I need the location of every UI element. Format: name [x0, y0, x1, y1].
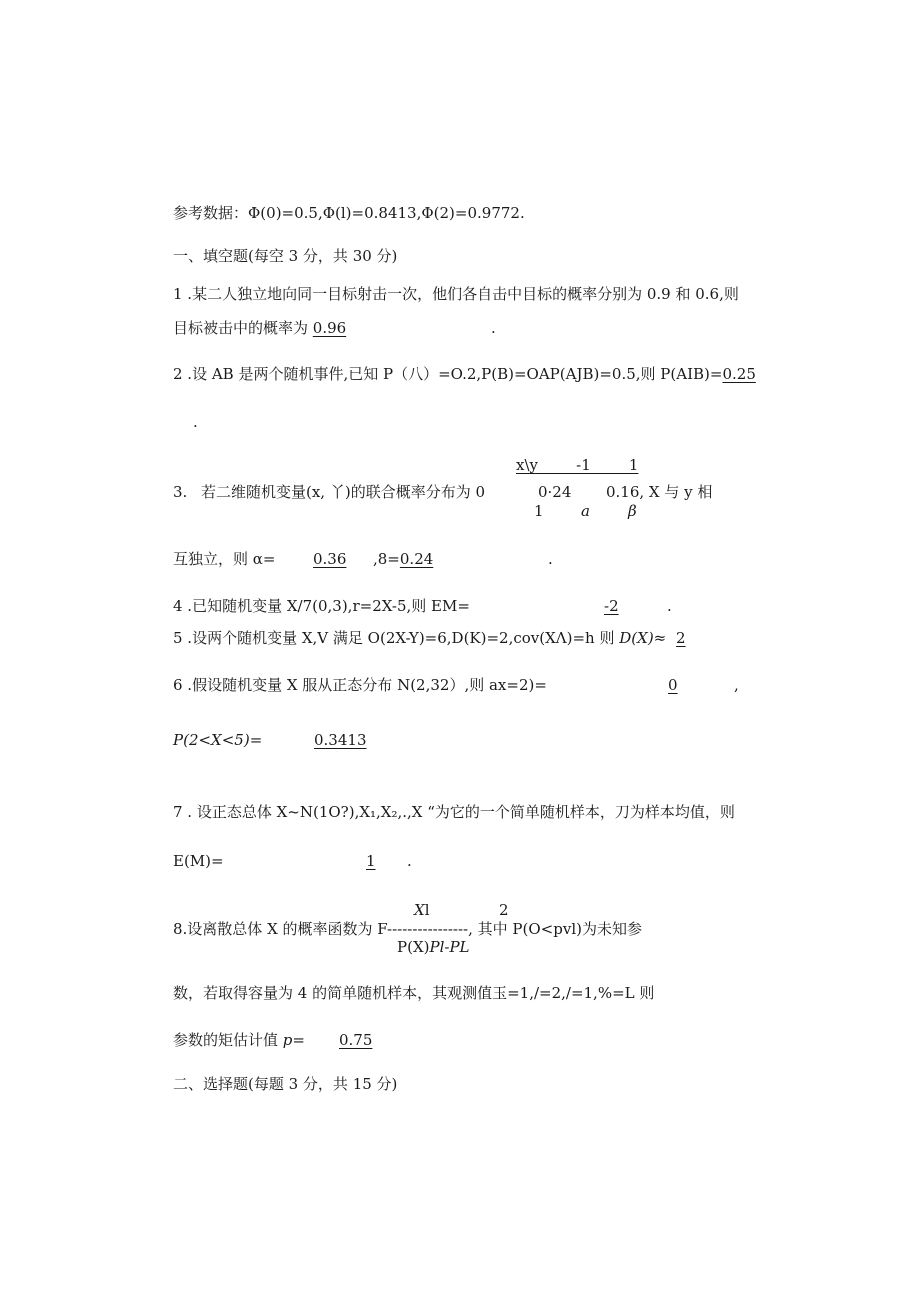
q6-comma: , [734, 676, 739, 694]
q8-line: 8.设离散总体 X 的概率函数为 F----------------, 其中 P(O<pvl)为未知参 [173, 920, 642, 938]
q3-end: . [548, 550, 553, 568]
q2-answer: 0.25 [722, 365, 756, 383]
q3-row2-label: 1 [534, 502, 544, 520]
q1-answer: 0.96 [312, 319, 347, 337]
q7-line: 7 . 设正态总体 X~N(1O?),X₁,X₂,.,X “为它的一个简单随机样本，刀为样本均值，则 [173, 803, 735, 821]
q6-answer2: 0.3413 [314, 731, 367, 749]
q8-line2: 数，若取得容量为 4 的简单随机样本，其观测值玉=1,/=2,/=1,%=L 则 [173, 984, 655, 1002]
q3-table-header: x\y -1 1 [516, 456, 639, 474]
q8-line3: 参数的矩估计值 p= [173, 1031, 305, 1049]
q3-mid: ,8=0.24 [373, 550, 434, 568]
q2-dot: . [193, 413, 198, 431]
q6-answer: 0 [668, 676, 678, 694]
q5-answer: 2 [676, 629, 686, 647]
q1-end: . [491, 319, 496, 337]
q3-alpha: a [581, 502, 590, 520]
q7-answer: 1 [366, 852, 376, 870]
q5-line: 5 .设两个随机变量 X,V 满足 O(2X-Y)=6,D(K)=2,cov(XΛ)=h 则 D(X)≈ [173, 629, 667, 647]
q3-text: 若二维随机变量(x, 丫)的联合概率分布为 0 [201, 483, 486, 501]
q8-top-2: 2 [499, 901, 509, 919]
q6-line2: P(2<X<5)= [173, 731, 263, 749]
q8-answer: 0.75 [339, 1031, 373, 1049]
section-multiple-choice-title: 二、选择题(每题 3 分，共 15 分) [173, 1075, 398, 1093]
q3-beta: β [628, 502, 637, 520]
q7-line2: E(M)= [173, 852, 224, 870]
q3-num: 3. [173, 483, 188, 501]
q7-end: . [407, 852, 412, 870]
q1-line1: 1 .某二人独立地向同一目标射击一次，他们各自击中目标的概率分别为 0.9 和 0.6,则 [173, 285, 739, 303]
q4-line: 4 .已知随机变量 X/7(0,3),r=2X-5,则 EM= [173, 597, 470, 615]
reference-data: 参考数据：Φ(0)=0.5,Φ(l)=0.8413,Φ(2)=0.9772. [173, 204, 525, 222]
q2-line: 2 .设 AB 是两个随机事件,已知 P（八）=O.2,P(B)=OAP(AJB)=0.5,则 P(AIB)=0.25 [173, 365, 756, 383]
section-fill-blank-title: 一、填空题(每空 3 分，共 30 分) [173, 247, 398, 265]
q4-end: . [667, 597, 672, 615]
q3-answer-beta: 0.24 [399, 550, 434, 568]
q3-row1-value: 0·24 [538, 483, 572, 501]
q3-line2: 互独立，则 α= [173, 550, 276, 568]
q8-bottom: P(X)Pl-PL [397, 938, 470, 956]
q3-row1-tail: 0.16, X 与 y 相 [606, 483, 713, 501]
q8-top: Xl [414, 901, 430, 919]
q1-line2: 目标被击中的概率为 0.96 [173, 319, 347, 337]
q6-line: 6 .假设随机变量 X 服从正态分布 N(2,32）,则 ax=2)= [173, 676, 547, 694]
q8-fraction-bar: ---------------- [387, 920, 469, 938]
q3-answer-alpha: 0.36 [313, 550, 347, 568]
q4-answer: -2 [604, 597, 619, 615]
